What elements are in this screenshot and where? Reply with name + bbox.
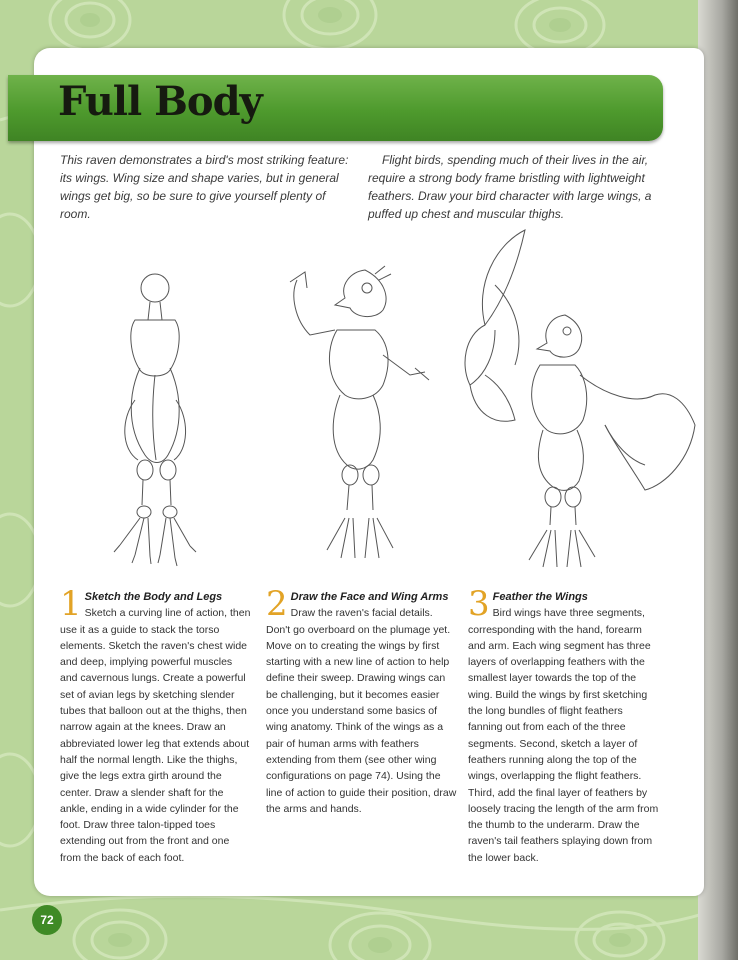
step-title: Draw the Face and Wing Arms: [290, 591, 449, 603]
intro-text-right: Flight birds, spending much of their lives in the air, require a strong body frame bristling with lightweight feathers. Draw your bird character with large wings, a puffed up chest and muscular thighs.: [368, 153, 652, 221]
step-1: [60, 584, 252, 866]
step-number: 2: [266, 584, 288, 624]
step-body: Draw the raven's facial details. Don't go overboard on the plumage yet. Move on to creating the wings by first starting with a new line of action to help define their sweep. Drawing wings can be challenging, but it becomes easier once you understand some basics of wing anatomy. Think of the wings as a pair of human arms with feathers extending from them (see other wing configurations on page 74). Using the line of action to guide their position, draw the arms and hands.: [266, 607, 457, 815]
step-number: 3: [468, 584, 490, 624]
step-2: [266, 584, 458, 817]
intro-text-left: This raven demonstrates a bird's most striking feature: its wings. Wing size and shape varies, but in general wings get big, so be sure to give yourself plenty of room.: [60, 153, 349, 221]
page-number-badge: 72: [32, 905, 62, 935]
page-title: Full Body: [58, 78, 262, 125]
raven-sketch-step-1: [90, 260, 240, 580]
step-body: Sketch a curving line of action, then use it as a guide to stack the torso elements. Sketch the raven's chest wide and deep, implying powerful muscles and cavernous lungs. Create a powerful set of avian legs by sketching slender tubes that balloon out at the thighs, then narrow again at the knees. Draw an abbreviated lower leg that extends about half the normal length. Like the thighs, give the legs extra girth around the center. Draw a slender shaft for the ankle, ending in a wide cylinder for the foot. Draw three talon-tipped toes extending out from the front and one from the back of each foot.: [60, 607, 251, 864]
step-3: [468, 584, 660, 866]
step-number: 1: [60, 584, 82, 624]
step-title: Sketch the Body and Legs: [84, 591, 223, 603]
raven-sketch-step-2: [275, 260, 445, 580]
raven-sketch-step-3: [455, 225, 705, 580]
step-title: Feather the Wings: [492, 591, 588, 603]
step-body: Bird wings have three segments, corresponding with the hand, forearm and arm. Each wing segment has three layers of overlapping feathers with the smallest layer towards the top of the wing. Build the wings by first sketching the long bundles of flight feathers fanning out from each of the three segments. Second, sketch a layer of feathers running along the top of the wings, overlapping the flight feathers. Third, add the final layer of feathers by loosely tracing the length of the arm from the thumb to the underarm. Draw the raven's tail feathers splaying down from the lower back.: [468, 607, 659, 864]
